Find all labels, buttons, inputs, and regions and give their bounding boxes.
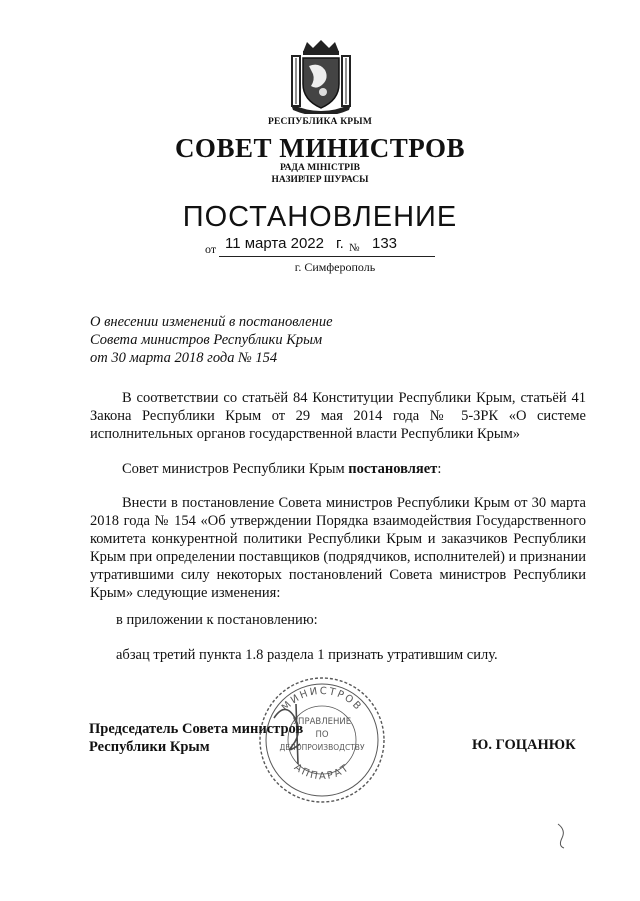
paragraph-text: Совет министров Республики Крым — [122, 461, 349, 477]
official-stamp — [256, 674, 388, 806]
subject-line: Совета министров Республики Крым — [90, 332, 323, 348]
svg-text:МИНИСТРОВ — [280, 686, 364, 714]
decree-subject — [90, 313, 333, 367]
stamp-ring-top: МИНИСТРОВ — [279, 685, 365, 714]
date-ot-label: от — [205, 242, 217, 256]
header-council: СОВЕТ МИНИСТРОВ — [174, 133, 466, 163]
signature-name: Ю. ГОЦАНЮК — [472, 737, 576, 753]
margin-mark — [552, 820, 572, 850]
number-sign: № — [349, 242, 360, 254]
header-republic: РЕСПУБЛИКА КРЫМ — [268, 117, 372, 127]
resolves-word: постановляет — [348, 461, 438, 477]
svg-text:АППАРАТ — [292, 762, 352, 782]
stamp-line: ДЕЛОПРОИЗВОДСТВУ — [279, 743, 365, 752]
decree-date: 11 марта 2022 — [225, 235, 324, 252]
body-paragraph — [90, 389, 586, 443]
stamp-ring-bottom: АППАРАТ — [291, 762, 353, 783]
body-paragraph: Внести в постановление Совета министров Республики Крым от 30 марта 2018 года № 154 «Об утверждении Порядка взаимодействия Государственного комитета конкурентной политики Республики Крым и заказчиков Республики Крым при определении поставщиков (подрядчиков, исполнителей) и признании утратившими силу некоторых постановлений Совета министров Республики Крым» следующие изменения: — [90, 495, 586, 601]
subject-line: от 30 марта 2018 года № 154 — [90, 350, 278, 366]
subject-line: О внесении изменений в постановление — [90, 314, 333, 330]
position-line: Председатель Совета министров — [89, 721, 304, 737]
decree-title: ПОСТАНОВЛЕНИЕ — [182, 201, 458, 233]
header-nazirler: НАЗИРЛЕР ШУРАСЫ — [271, 175, 369, 185]
body-paragraph: абзац третий пункта 1.8 раздела 1 признать утратившим силу. — [116, 647, 498, 663]
stamp-line: УПРАВЛЕНИЕ — [292, 717, 352, 727]
body-paragraph: в приложении к постановлению: — [116, 612, 318, 628]
decree-date-row — [205, 235, 435, 259]
date-underline — [219, 256, 435, 257]
position-line: Республики Крым — [89, 739, 210, 755]
decree-number: 133 — [372, 235, 398, 252]
paragraph-text: В соответствии со статьёй 84 Конституции Республики Крым, статьёй 41 Закона Республики Крым от 29 мая 2014 года № 5-ЗРК «О системе исполнительных органов государственной власти Республики Крым» — [90, 390, 586, 442]
paragraph-text: : — [437, 461, 442, 477]
decree-city: г. Симферополь — [294, 260, 376, 274]
year-suffix: г. — [336, 235, 344, 252]
stamp-line: ПО — [315, 730, 329, 740]
body-paragraph — [90, 460, 586, 478]
coat-of-arms-emblem — [289, 38, 353, 114]
header-rada: РАДА МІНІСТРІВ — [279, 163, 360, 173]
